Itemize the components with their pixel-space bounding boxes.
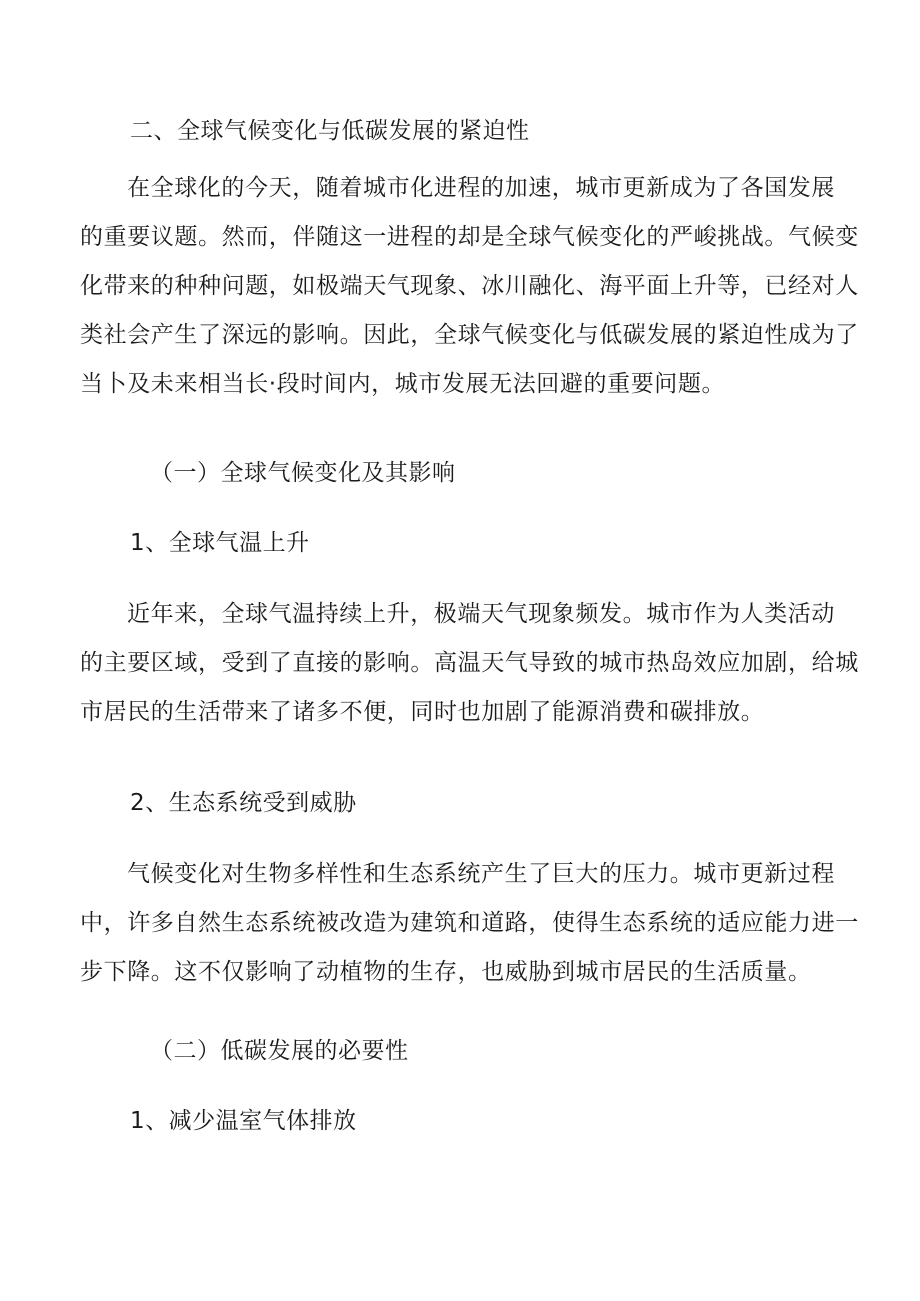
temperature-paragraph — [80, 590, 859, 737]
paragraph-line: 的主要区域，受到了直接的影响。高温天气导致的城市热岛效应加剧，给城 — [80, 650, 859, 676]
paragraph-line: 市居民的生活带来了诸多不便，同时也加剧了能源消费和碳排放。 — [80, 699, 765, 725]
item-heading-temperature: 1、全球气温上升 — [130, 530, 310, 556]
ecosystem-paragraph — [80, 850, 859, 997]
section-title: 二、全球气候变化与低碳发展的紧迫性 — [130, 118, 530, 144]
subsection-heading-2: （二）低碳发展的必要性 — [150, 1038, 409, 1064]
item-heading-ecosystem: 2、生态系统受到威胁 — [130, 790, 357, 816]
paragraph-line: 类社会产生了深远的影响。因此，全球气候变化与低碳发展的紧迫性成为了 — [80, 322, 859, 348]
subsection-heading-1: （一）全球气候变化及其影响 — [150, 460, 456, 486]
item-heading-emissions: 1、减少温室气体排放 — [130, 1108, 357, 1134]
paragraph-line: 的重要议题。然而，伴随这一进程的却是全球气候变化的严峻挑战。气候变 — [80, 224, 859, 250]
paragraph-line: 步下降。这不仅影响了动植物的生存，也威胁到城市居民的生活质量。 — [80, 959, 812, 985]
paragraph-line: 气候变化对生物多样性和生态系统产生了巨大的压力。城市更新过程 — [127, 861, 835, 887]
paragraph-line: 中，许多自然生态系统被改造为建筑和道路，使得生态系统的适应能力进一 — [80, 910, 859, 936]
paragraph-line: 化带来的种种问题，如极端天气现象、冰川融化、海平面上升等，已经对人 — [80, 273, 859, 299]
paragraph-line: 当卜及未来相当长·段时间内，城市发展无法回避的重要问题。 — [80, 371, 726, 397]
paragraph-line: 在全球化的今天，随着城市化进程的加速，城市更新成为了各国发展 — [127, 175, 835, 201]
paragraph-line: 近年来，全球气温持续上升，极端天气现象频发。城市作为人类活动 — [127, 601, 835, 627]
intro-paragraph — [80, 164, 859, 409]
